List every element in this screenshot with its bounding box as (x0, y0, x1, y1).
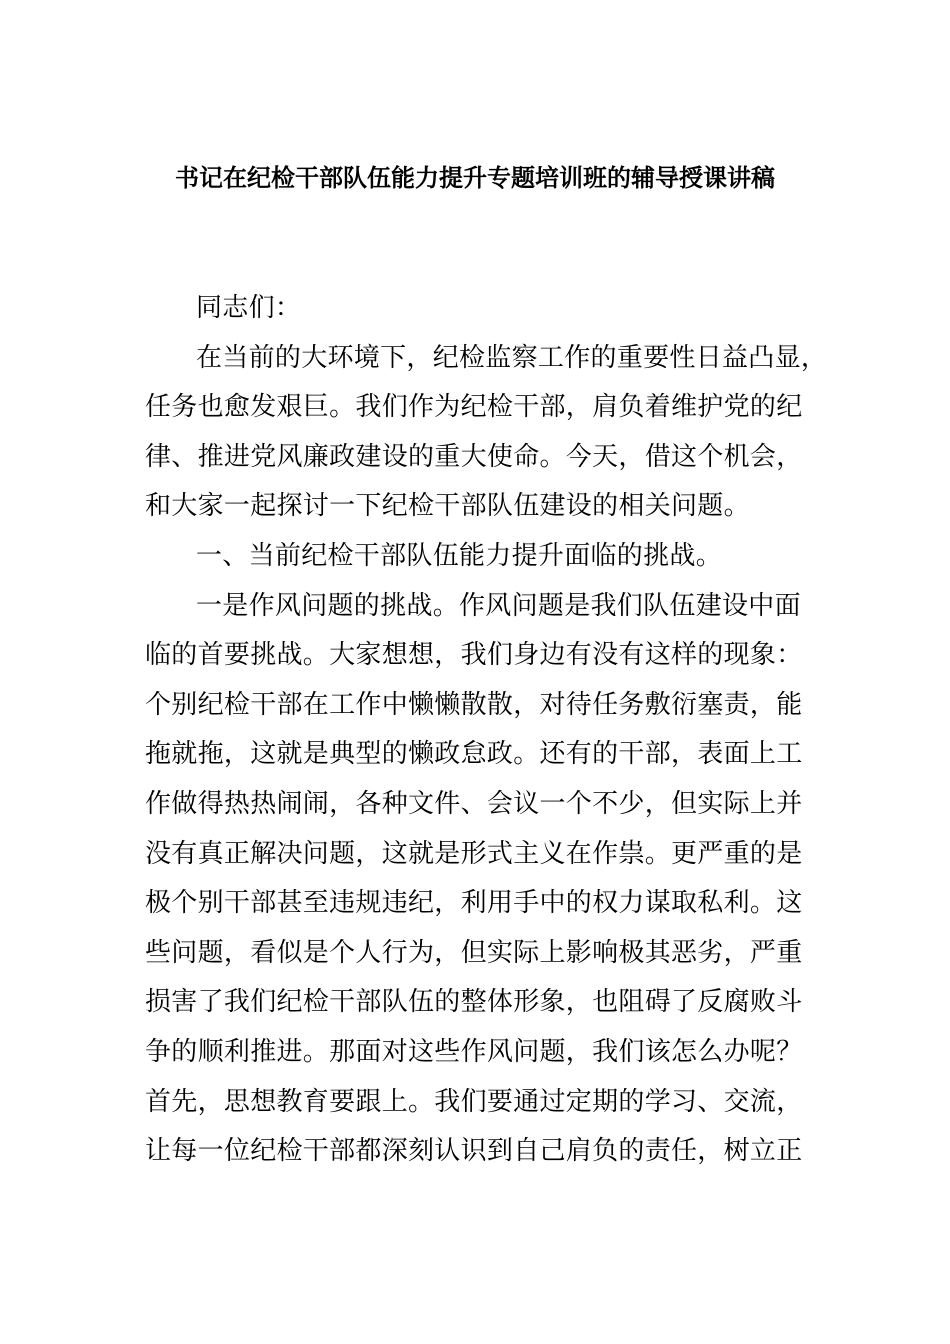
text-line: 没有真正解决问题，这就是形式主义在作祟。更严重的是 (145, 838, 803, 869)
text-line: 拖就拖，这就是典型的懒政怠政。还有的干部，表面上工 (145, 739, 803, 770)
text-line: 律、推进党风廉政建设的重大使命。今天，借这个机会， (145, 441, 803, 472)
text-line: 一是作风问题的挑战。作风问题是我们队伍建设中面 (196, 590, 801, 621)
text-line: 争的顺利推进。那面对这些作风问题，我们该怎么办呢？ (145, 1036, 803, 1067)
text-line: 极个别干部甚至违规违纪，利用手中的权力谋取私利。这 (145, 888, 803, 919)
document-body (145, 284, 828, 1177)
document-title: 书记在纪检干部队伍能力提升专题培训班的辅导授课讲稿 (175, 164, 775, 192)
text-line: 一、当前纪检干部队伍能力提升面临的挑战。 (196, 540, 723, 571)
text-line: 些问题，看似是个人行为，但实际上影响极其恶劣，严重 (145, 937, 803, 968)
text-line: 首先，思想教育要跟上。我们要通过定期的学习、交流， (145, 1086, 803, 1117)
text-line: 让每一位纪检干部都深刻认识到自己肩负的责任，树立正 (145, 1136, 803, 1167)
text-line: 在当前的大环境下，纪检监察工作的重要性日益凸显， (196, 342, 828, 373)
text-line: 个别纪检干部在工作中懒懒散散，对待任务敷衍塞责，能 (145, 689, 803, 720)
text-line: 任务也愈发艰巨。我们作为纪检干部，肩负着维护党的纪 (145, 392, 803, 423)
text-line: 和大家一起探讨一下纪检干部队伍建设的相关问题。 (145, 491, 750, 522)
text-line: 同志们： (196, 293, 302, 323)
text-line: 损害了我们纪检干部队伍的整体形象，也阻碍了反腐败斗 (145, 987, 803, 1018)
text-line: 作做得热热闹闹，各种文件、会议一个不少，但实际上并 (145, 788, 803, 819)
text-line: 临的首要挑战。大家想想，我们身边有没有这样的现象： (145, 640, 803, 671)
